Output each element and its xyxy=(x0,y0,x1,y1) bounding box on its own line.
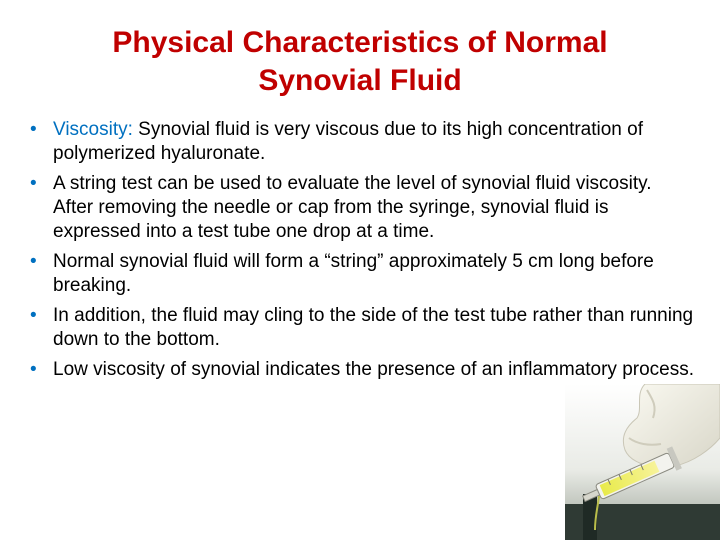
bullet-text: Low viscosity of synovial indicates the presence of an inflammatory process. xyxy=(53,359,695,380)
bullet-item-cling xyxy=(30,304,695,352)
slide-title-line-1: Physical Characteristics of Normal xyxy=(112,26,608,59)
bullet-text: Normal synovial fluid will form a “string” approximately 5 cm long before breaking. xyxy=(53,251,654,296)
slide-title xyxy=(40,24,680,100)
bullet-dot: • xyxy=(30,359,37,380)
bullet-item-viscosity xyxy=(30,118,695,166)
bullet-item-low-viscosity xyxy=(30,358,695,382)
bullet-text: Synovial fluid is very viscous due to its high concentration of polymerized hyaluronate. xyxy=(53,119,644,164)
gloved-hand-syringe-icon xyxy=(565,384,720,540)
bullet-text: A string test can be used to evaluate the level of synovial fluid viscosity. After removing the needle or cap from the syringe, synovial fluid is expressed into a test tube one drop at a time. xyxy=(53,173,652,242)
bullet-dot: • xyxy=(30,305,37,326)
bullet-list xyxy=(30,118,695,388)
bullet-item-string-test xyxy=(30,172,695,244)
bullet-dot: • xyxy=(30,251,37,272)
bullet-dot: • xyxy=(30,173,37,194)
bullet-dot: • xyxy=(30,119,37,140)
bullet-text: In addition, the fluid may cling to the side of the test tube rather than running down to the bottom. xyxy=(53,305,694,350)
slide-title-line-2: Synovial Fluid xyxy=(258,64,462,97)
bullet-item-normal-string xyxy=(30,250,695,298)
bullet-keyword: Viscosity: xyxy=(53,119,133,140)
